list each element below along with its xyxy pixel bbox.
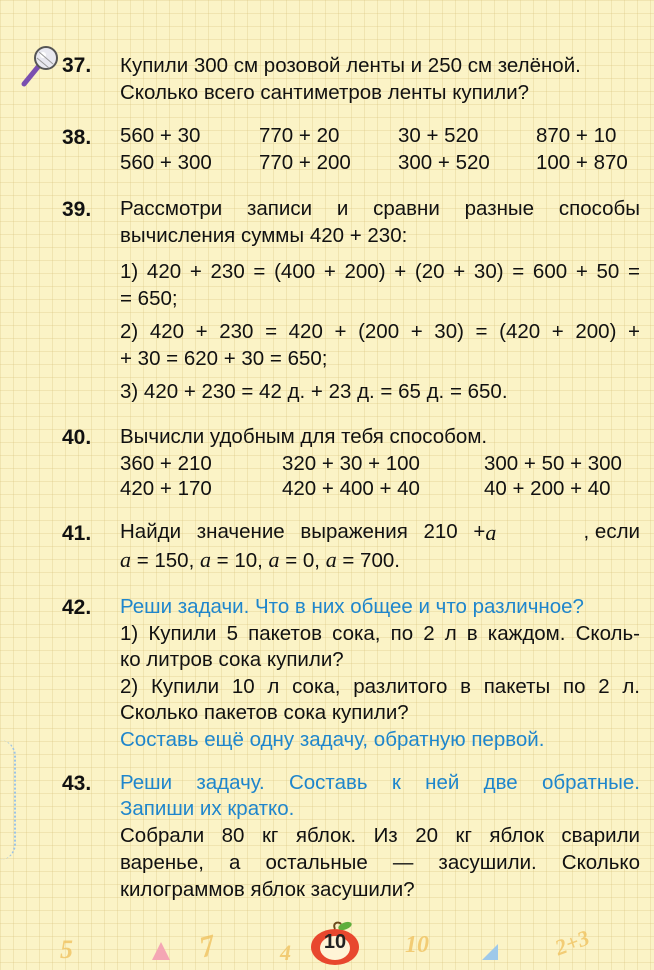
triangle-icon [480,942,500,962]
task-number: 40. [62,426,92,449]
task-text: вычисления суммы 420 + 230: [120,224,408,247]
task-instruction: Реши задачи. Что в них общее и что различное? [120,595,584,618]
task-number: 42. [62,596,92,619]
task-text-part: = 150, [131,549,200,572]
expression: 40 + 200 + 40 [484,477,611,500]
task-text-part: = 0, [279,549,326,572]
variable-a: a [120,547,131,572]
task-text: 3) 420 + 230 = 42 д. + 23 д. = 65 д. = 650. [120,380,508,403]
task-text [120,520,640,546]
task-text: ко литров сока купили? [120,648,344,671]
footer-digit: 7 [195,928,219,965]
expression: 30 + 520 [398,124,479,147]
task-text-part: Найди значение выражения 210 + [120,520,486,543]
task-text: Вычисли удобным для тебя способом. [120,425,488,448]
expression: 870 + 10 [536,124,617,147]
expression: 300 + 520 [398,151,490,174]
variable-a: a [268,547,280,572]
task-number: 43. [62,772,92,795]
task-text: 1) 420 + 230 = (400 + 200) + (20 + 30) = 600 + 50 = [120,260,640,283]
task-number: 39. [62,198,92,221]
expression: 360 + 210 [120,452,212,475]
task-number: 41. [62,522,92,545]
task-text-part: = 10, [210,549,269,572]
task-text: = 650; [120,287,178,310]
expression: 300 + 50 + 300 [484,452,622,475]
triangle-icon [150,940,172,962]
expression: 100 + 870 [536,151,628,174]
task-text [120,547,400,573]
task-text-part: = 700. [336,549,400,572]
task-instruction: Запиши их кратко. [120,797,295,820]
microphone-icon [16,44,62,90]
task-text: + 30 = 620 + 30 = 650; [120,347,328,370]
task-text: варенье, а остальные — засушили. Сколько [120,851,640,874]
footer-digit: 2+3 [551,924,593,961]
variable-a: a [199,547,211,572]
task-text: Рассмотри записи и сравни разные способы [120,197,640,220]
task-text-part: , если [583,520,640,543]
task-text: Купили 300 см розовой ленты и 250 см зелёной. [120,54,581,77]
expression: 560 + 300 [120,151,212,174]
expression: 770 + 200 [259,151,351,174]
expression: 770 + 20 [259,124,340,147]
expression: 420 + 400 + 40 [282,477,420,500]
task-text: килограммов яблок засушили? [120,878,415,901]
task-instruction: Реши задачу. Составь к ней две обратные. [120,771,640,794]
expression: 560 + 30 [120,124,201,147]
task-text: 1) Купили 5 пакетов сока, по 2 л в каждом. Сколь- [120,622,640,645]
task-number: 37. [62,54,92,77]
task-text: Сколько всего сантиметров ленты купили? [120,81,530,104]
footer-digit: 5 [60,935,73,964]
task-text: Сколько пакетов сока купили? [120,701,409,724]
task-text: 2) Купили 10 л сока, разлитого в пакеты по 2 л. [120,675,640,698]
margin-ornament [0,740,16,860]
task-instruction: Составь ещё одну задачу, обратную первой. [120,728,545,751]
task-text: 2) 420 + 230 = 420 + (200 + 30) = (420 + 200) + [120,320,640,343]
page-number: 10 [323,931,347,953]
variable-a: a [485,520,497,545]
expression: 420 + 170 [120,477,212,500]
footer-digit: 4 [280,940,291,965]
expression: 320 + 30 + 100 [282,452,420,475]
variable-a: a [325,547,337,572]
task-number: 38. [62,126,92,149]
footer-digit: 10 [405,932,429,958]
task-text: Собрали 80 кг яблок. Из 20 кг яблок сварили [120,824,640,847]
